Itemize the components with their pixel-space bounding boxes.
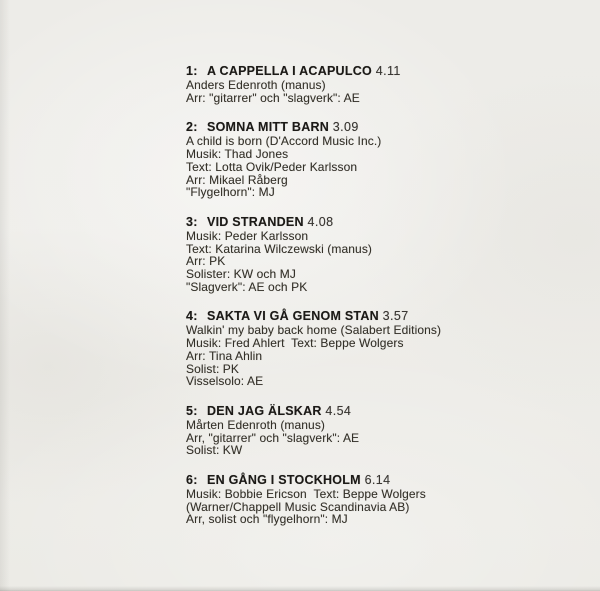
track-detail-line: Musik: Thad Jones [186, 147, 289, 162]
track-number: 1: [186, 64, 198, 78]
track-detail-line: Anders Edenroth (manus) [186, 78, 326, 92]
track-heading [186, 473, 441, 487]
track-detail-line: Text: Lotta Ovik/Peder Karlsson [186, 159, 358, 174]
track-detail-line: (Warner/Chappell Music Scandinavia AB) [186, 499, 410, 514]
track-duration: 3.09 [332, 120, 359, 135]
track-duration: 4.11 [375, 64, 401, 78]
track-list [186, 64, 441, 542]
track-detail-line: Walkin' my baby back home (Salabert Editions) [186, 323, 442, 338]
track-number: 2: [186, 120, 198, 135]
track-title: A CAPPELLA I ACAPULCO [207, 64, 372, 78]
track-number: 6: [186, 473, 198, 488]
track-detail-line: Arr, "gitarrer" och "slagverk": AE [186, 430, 360, 445]
track-detail-line: A child is born (D'Accord Music Inc.) [186, 134, 382, 149]
track-title: SOMNA MITT BARN [207, 120, 330, 135]
track-title: EN GÅNG I STOCKHOLM [207, 473, 361, 488]
track-detail-line: Musik: Fred Ahlert Text: Beppe Wolgers [186, 336, 404, 351]
track-detail-line: Arr: Tina Ahlin [186, 348, 263, 363]
track-entry-6 [186, 473, 441, 526]
track-detail-line: Text: Katarina Wilczewski (manus) [186, 241, 373, 256]
scan-edge-left [0, 0, 10, 591]
track-detail-line: Visselsolo: AE [186, 374, 264, 389]
track-number: 3: [186, 214, 198, 229]
track-detail-line: Musik: Peder Karlsson [186, 228, 309, 243]
scan-edge-bottom [0, 586, 600, 591]
track-detail-line: "Flygelhorn": MJ [186, 185, 275, 200]
track-number: 4: [186, 309, 198, 324]
track-title: SAKTA VI GÅ GENOM STAN [207, 309, 379, 324]
track-detail-line: Arr, solist och "flygelhorn": MJ [186, 512, 348, 527]
track-detail-line: Solister: KW och MJ [186, 267, 296, 282]
track-detail-line: Mårten Edenroth (manus) [186, 417, 326, 432]
track-entry-5 [186, 404, 441, 457]
track-duration: 4.08 [307, 214, 334, 229]
track-heading [186, 309, 441, 323]
track-entry-4 [186, 309, 441, 388]
track-heading [186, 404, 441, 418]
track-detail-line: "Slagverk": AE och PK [186, 279, 308, 294]
track-detail-line: Musik: Bobbie Ericson Text: Beppe Wolgers [186, 487, 426, 502]
track-entry-2 [186, 120, 441, 199]
track-title: VID STRANDEN [207, 214, 304, 229]
track-heading [186, 64, 441, 78]
track-detail-line: Arr: Mikael Råberg [186, 172, 288, 187]
track-heading [186, 215, 441, 229]
track-duration: 6.14 [364, 473, 391, 488]
track-duration: 4.54 [325, 403, 352, 418]
track-entry-3 [186, 215, 441, 294]
track-number: 5: [186, 403, 198, 418]
track-title: DEN JAG ÄLSKAR [207, 403, 322, 418]
track-detail-line: Solist: PK [186, 361, 240, 376]
track-detail-line: Arr: PK [186, 254, 226, 269]
track-detail-line: Arr: "gitarrer" och "slagverk": AE [186, 90, 360, 105]
track-heading [186, 120, 441, 134]
track-duration: 3.57 [382, 309, 409, 324]
track-entry-1 [186, 64, 441, 104]
track-detail-line: Solist: KW [186, 443, 243, 458]
